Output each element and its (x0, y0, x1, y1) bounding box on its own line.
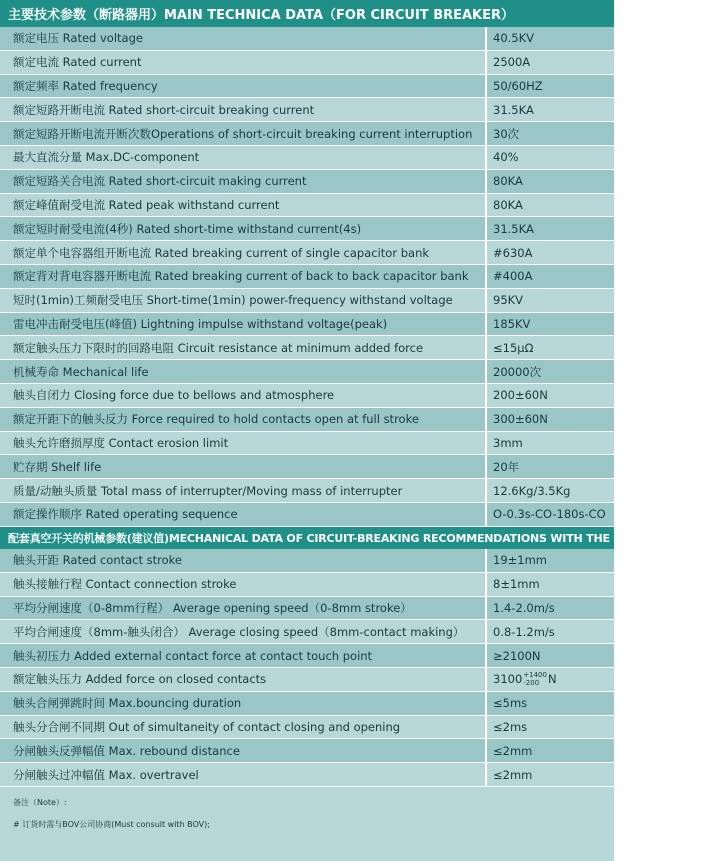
parameter-label: 质量/动触头质量 Total mass of interrupter/Moving mass of interrupter (0, 479, 487, 502)
parameter-value: 12.6Kg/3.5Kg (493, 483, 571, 498)
parameter-label: 触头自闭力 Closing force due to bellows and atmosphere (0, 384, 487, 407)
table-row (0, 289, 614, 313)
parameter-value: ≥2100N (493, 648, 541, 663)
parameter-label: 额定短路关合电流 Rated short-circuit making current (0, 170, 487, 193)
table-row (0, 384, 614, 408)
parameter-value: 40.5KV (493, 31, 535, 46)
section1-title: 主要技术参数（断路器用）MAIN TECHNICA DATA（FOR CIRCUIT BREAKER） (0, 0, 614, 27)
parameter-label: 触头合闸弹跳时间 Max.bouncing duration (0, 692, 487, 715)
parameter-label: 贮存期 Shelf life (0, 455, 487, 478)
parameter-label: 额定电流 Rated current (0, 51, 487, 74)
table-row (0, 122, 614, 146)
parameter-value (487, 668, 614, 691)
parameter-label: 额定短路开断电流 Rated short-circuit breaking current (0, 98, 487, 121)
table-row (0, 573, 614, 597)
parameter-label: 分闸触头反弹幅值 Max. rebound distance (0, 739, 487, 762)
parameter-value: 31.5KA (493, 221, 534, 236)
parameter-value: ≤2mm (493, 767, 533, 782)
notes (0, 787, 614, 861)
parameter-value: 19±1mm (493, 553, 547, 568)
parameter-value: 2500A (493, 55, 531, 70)
parameter-value: 185KV (493, 316, 531, 331)
table-row (0, 668, 614, 692)
parameter-label: 触头开距 Rated contact stroke (0, 549, 487, 572)
parameter-label: 额定背对背电容器开断电流 Rated breaking current of back to back capacitor bank (0, 265, 487, 288)
table-row (0, 716, 614, 740)
parameter-value: 40% (493, 150, 519, 165)
table-row (0, 75, 614, 99)
table-row (0, 217, 614, 241)
parameter-label: 触头接触行程 Contact connection stroke (0, 573, 487, 596)
table-row (0, 503, 614, 527)
table-row (0, 51, 614, 75)
parameter-value: 20000次 (493, 364, 542, 379)
parameter-label: 额定短时耐受电流(4秒) Rated short-time withstand current(4s) (0, 217, 487, 240)
parameter-label: 额定开距下的触头反力 Force required to hold contacts open at full stroke (0, 408, 487, 431)
parameter-label: 雷电冲击耐受电压(峰值) Lightning impulse withstand voltage(peak) (0, 313, 487, 336)
table-row (0, 241, 614, 265)
table-row (0, 146, 614, 170)
parameter-value: #400A (493, 269, 533, 284)
parameter-value: 30次 (493, 126, 520, 141)
table-row (0, 98, 614, 122)
parameter-label: 机械寿命 Mechanical life (0, 360, 487, 383)
parameter-value: 3mm (493, 435, 523, 450)
table-row (0, 763, 614, 787)
table-row (0, 27, 614, 51)
table-row (0, 692, 614, 716)
parameter-label: 额定触头压力下限时的回路电阻 Circuit resistance at minimum added force (0, 336, 487, 359)
table-row (0, 620, 614, 644)
table-row (0, 479, 614, 503)
table-row (0, 644, 614, 668)
table-row (0, 432, 614, 456)
value-unit: N (547, 672, 557, 687)
parameter-label: 触头初压力 Added external contact force at contact touch point (0, 644, 487, 667)
parameter-value: 31.5KA (493, 102, 534, 117)
parameter-value: 20年 (493, 459, 520, 474)
notes-heading: 备注（Note）: (13, 798, 67, 807)
table-row (0, 170, 614, 194)
parameter-label: 触头允许磨损厚度 Contact erosion limit (0, 432, 487, 455)
table-row (0, 455, 614, 479)
parameter-label: 短时(1min)工频耐受电压 Short-time(1min) power-frequency withstand voltage (0, 289, 487, 312)
parameter-value: ≤2ms (493, 719, 528, 734)
parameter-label: 额定电压 Rated voltage (0, 27, 487, 50)
value-tolerance (523, 671, 547, 687)
parameter-label: 额定频率 Rated frequency (0, 75, 487, 98)
parameter-label: 额定短路开断电流开断次数Operations of short-circuit breaking current interruption (0, 122, 487, 145)
parameter-label: 最大直流分量 Max.DC-component (0, 146, 487, 169)
table-row (0, 194, 614, 218)
parameter-label: 额定触头压力 Added force on closed contacts (0, 668, 487, 691)
parameter-label: 平均分闸速度（0-8mm行程） Average opening speed（0-8mm stroke） (0, 597, 487, 620)
parameter-value: 0.8-1.2m/s (493, 624, 555, 639)
parameter-value: ≤2mm (493, 743, 533, 758)
parameter-value: O-0.3s-CO-180s-CO (493, 507, 606, 522)
section2-title: 配套真空开关的机械参数(建议值)MECHANICAL DATA OF CIRCUIT-BREAKING RECOMMENDATIONS WITH THE INTERRUPTERS (0, 527, 614, 549)
table-row (0, 336, 614, 360)
table-row (0, 265, 614, 289)
parameter-value: 200±60N (493, 388, 548, 403)
parameter-value: 80KA (493, 174, 523, 189)
table-row (0, 549, 614, 573)
parameter-value: 80KA (493, 197, 523, 212)
parameter-label: 分闸触头过冲幅值 Max. overtravel (0, 763, 487, 786)
parameter-value: 50/60HZ (493, 78, 543, 93)
parameter-value: ≤15μΩ (493, 340, 534, 355)
parameter-value: 8±1mm (493, 577, 540, 592)
parameter-value: #630A (493, 245, 533, 260)
table-row (0, 313, 614, 337)
table-row (0, 597, 614, 621)
value-base: 3100 (493, 672, 523, 687)
parameter-value: ≤5ms (493, 696, 528, 711)
parameter-value: 95KV (493, 293, 524, 308)
notes-line: # 订货时需与BOV公司协商(Must consult with BOV); (13, 820, 210, 829)
parameter-value: 300±60N (493, 412, 548, 427)
value-upper-tolerance: +1400 (523, 671, 547, 680)
parameter-value: 1.4-2.0m/s (493, 600, 555, 615)
table-row (0, 408, 614, 432)
parameter-label: 平均合闸速度（8mm-触头闭合） Average closing speed（8mm-contact making） (0, 620, 487, 643)
parameter-label: 触头分合闸不同期 Out of simultaneity of contact closing and opening (0, 716, 487, 739)
parameter-label: 额定操作顺序 Rated operating sequence (0, 503, 487, 526)
value-lower-tolerance: -200 (523, 679, 540, 688)
table-row (0, 739, 614, 763)
parameter-label: 额定峰值耐受电流 Rated peak withstand current (0, 194, 487, 217)
table-row (0, 360, 614, 384)
parameter-label: 额定单个电容器组开断电流 Rated breaking current of single capacitor bank (0, 241, 487, 264)
